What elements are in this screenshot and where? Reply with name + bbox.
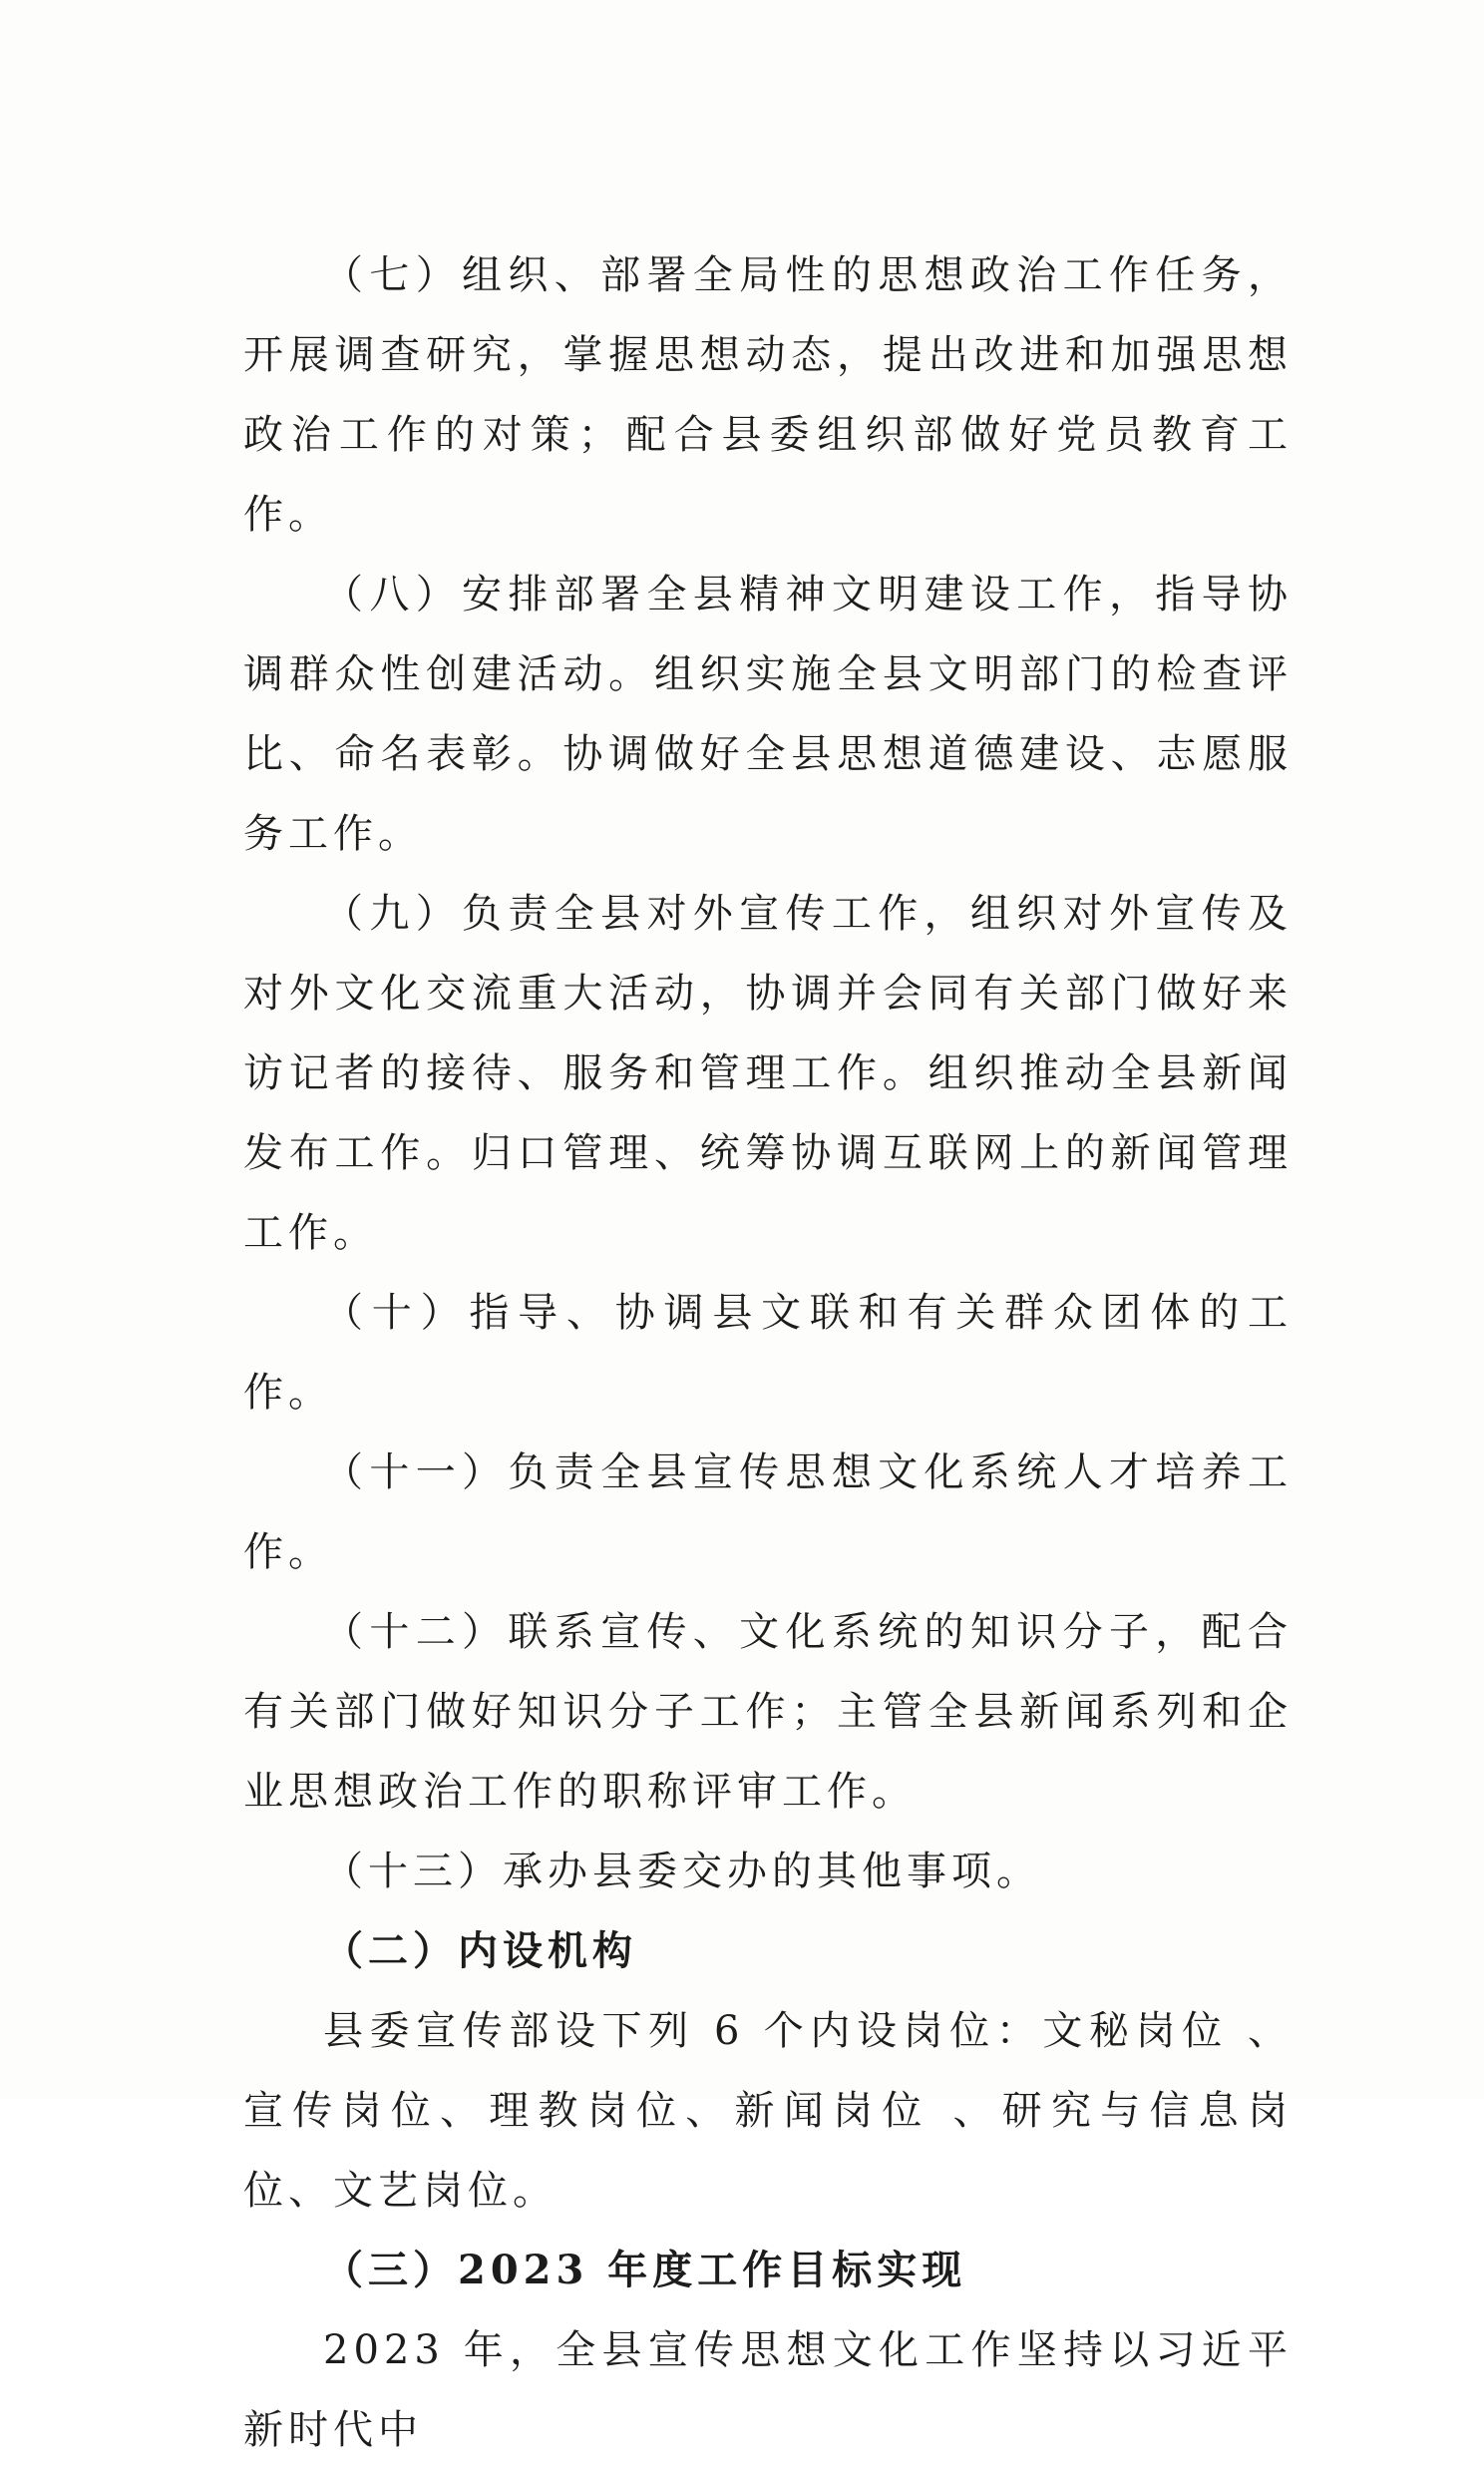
section-heading-internal-structure: （二）内设机构 xyxy=(323,1927,637,1974)
paragraph-item-11: （十一）负责全县宣传思想文化系统人才培养工作。 xyxy=(243,1449,1293,1575)
section-heading-annual-goals: （三）2023 年度工作目标实现 xyxy=(323,2247,967,2293)
paragraph-item-13: （十三）承办县委交办的其他事项。 xyxy=(323,1849,1041,1894)
document-body xyxy=(243,235,1293,2470)
paragraph-internal-positions: 县委宣传部设下列 6 个内设岗位：文秘岗位 、宣传岗位、理教岗位、新闻岗位 、研究与信息岗位、文艺岗位。 xyxy=(243,2008,1293,2214)
paragraph-item-7: （七）组织、部署全局性的思想政治工作任务，开展调查研究，掌握思想动态，提出改进和加强思想政治工作的对策；配合县委组织部做好党员教育工作。 xyxy=(243,252,1293,538)
paragraph-annual-summary: 2023 年，全县宣传思想文化工作坚持以习近平新时代中 xyxy=(243,2327,1293,2453)
paragraph-item-8: （八）安排部署全县精神文明建设工作，指导协调群众性创建活动。组织实施全县文明部门的检查评比、命名表彰。协调做好全县思想道德建设、志愿服务工作。 xyxy=(243,572,1293,857)
paragraph-item-10: （十）指导、协调县文联和有关群众团体的工作。 xyxy=(243,1290,1293,1416)
paragraph-item-12: （十二）联系宣传、文化系统的知识分子，配合有关部门做好知识分子工作；主管全县新闻系列和企业思想政治工作的职称评审工作。 xyxy=(243,1609,1293,1815)
paragraph-item-9: （九）负责全县对外宣传工作，组织对外宣传及对外文化交流重大活动，协调并会同有关部门做好来访记者的接待、服务和管理工作。组织推动全县新闻发布工作。归口管理、统筹协调互联网上的新闻管理工作。 xyxy=(243,891,1293,1256)
